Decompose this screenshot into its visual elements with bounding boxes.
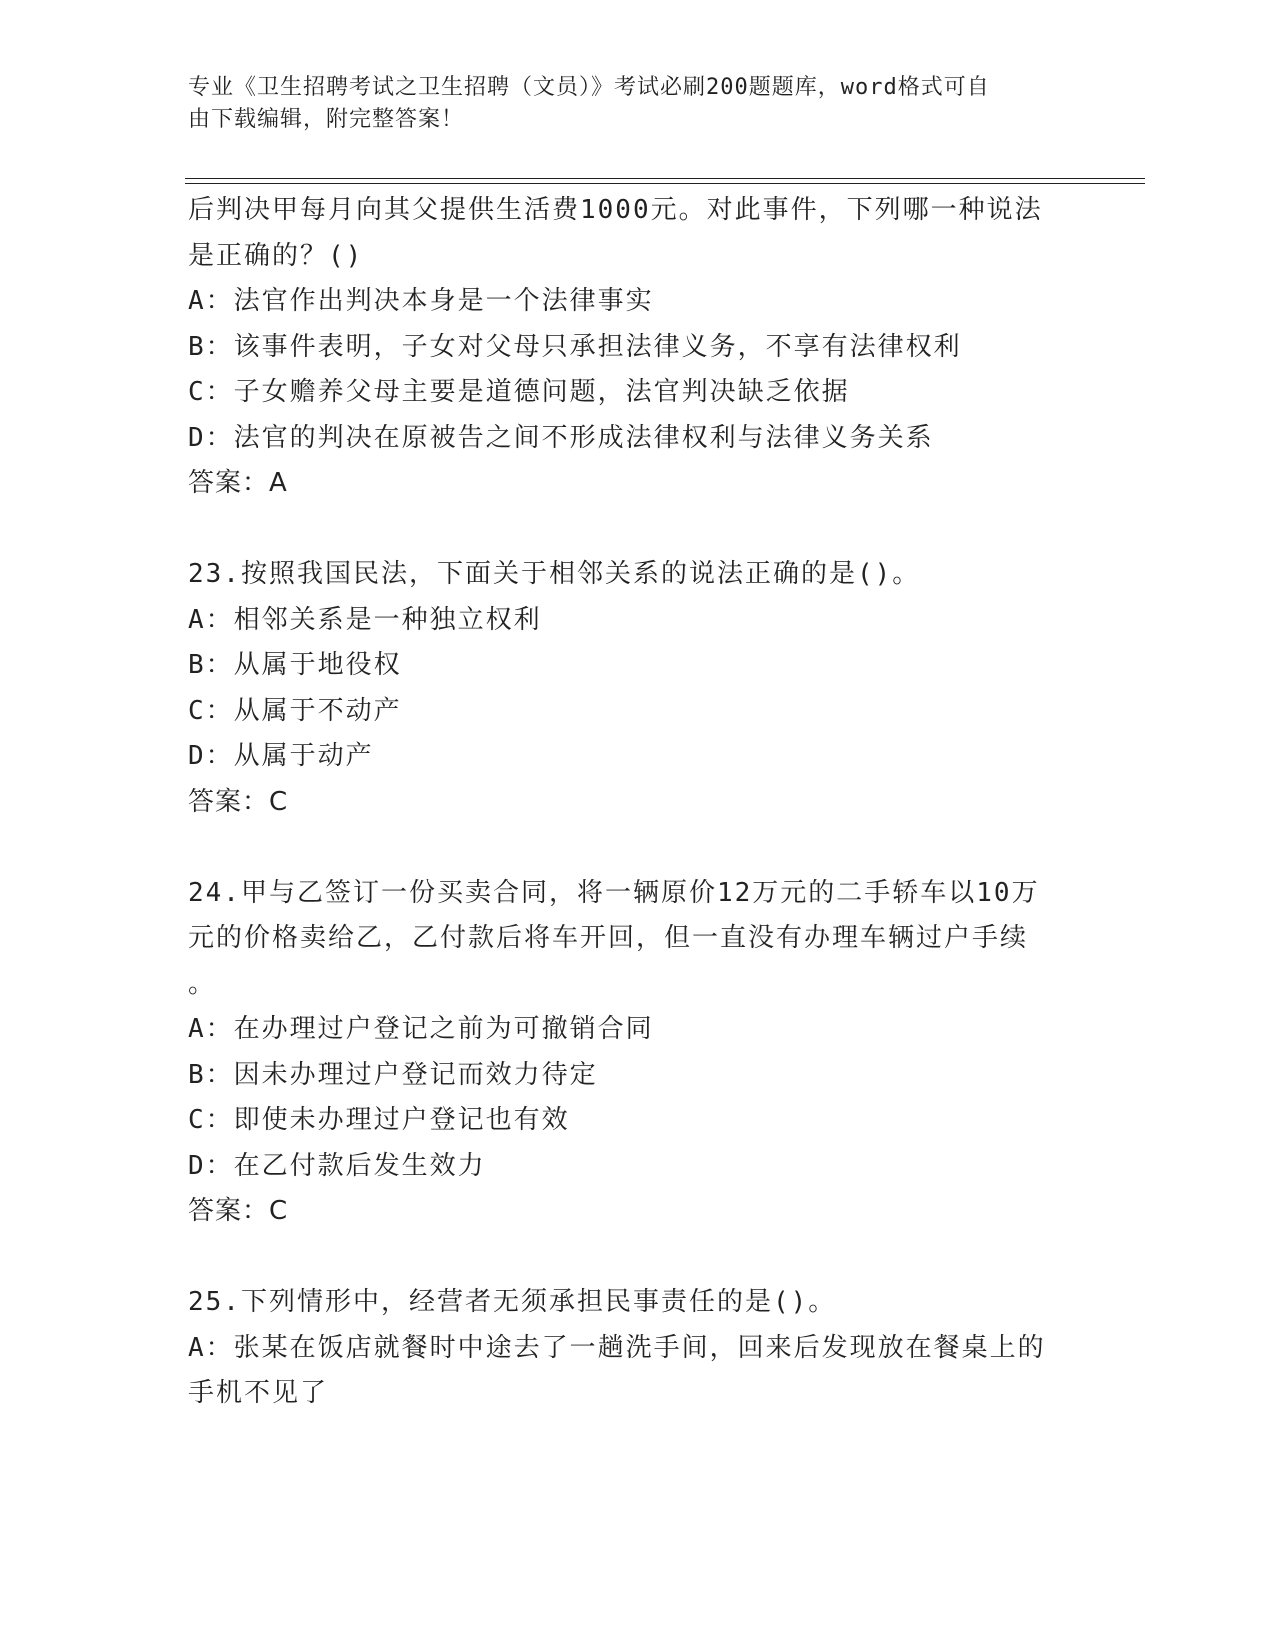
question-stem-line: 24.甲与乙签订一份买卖合同，将一辆原价12万元的二手轿车以10万: [188, 877, 1040, 908]
question-stem-line: 后判决甲每月向其父提供生活费1000元。对此事件，下列哪一种说法: [188, 195, 1043, 225]
header-line-1: 专业《卫生招聘考试之卫生招聘（文员）》考试必刷200题题库，word格式可自: [188, 75, 990, 100]
question-23: [188, 552, 1088, 825]
spacer: [188, 507, 1088, 553]
spacer: [188, 825, 1088, 871]
option-b: B：该事件表明，子女对父母只承担法律义务，不享有法律权利: [188, 331, 962, 362]
option-c: C：子女赡养父母主要是道德问题，法官判决缺乏依据: [188, 377, 850, 407]
option-d: D：从属于动产: [188, 741, 374, 771]
header-divider-top: [185, 178, 1145, 179]
header-line-2: 由下载编辑，附完整答案！: [188, 107, 465, 132]
answer-line: 答案：C: [188, 1196, 289, 1226]
option-a-continued: 手机不见了: [188, 1378, 329, 1408]
option-a: A：在办理过户登记之前为可撤销合同: [188, 1014, 654, 1044]
question-stem-line: 23.按照我国民法，下面关于相邻关系的说法正确的是()。: [188, 559, 921, 589]
option-a: A：法官作出判决本身是一个法律事实: [188, 286, 654, 316]
option-a: A：相邻关系是一种独立权利: [188, 604, 542, 635]
answer-line: 答案：C: [188, 786, 289, 817]
question-stem-line: 。: [188, 968, 217, 999]
option-c: C：从属于不动产: [188, 695, 402, 726]
question-stem-line: 是正确的？(): [188, 240, 364, 271]
spacer: [188, 1235, 1088, 1281]
option-a: A：张某在饭店就餐时中途去了一趟洗手间，回来后发现放在餐桌上的: [188, 1332, 1046, 1363]
answer-line: 答案：A: [188, 468, 288, 498]
question-24: [188, 871, 1088, 1235]
option-b: B：从属于地役权: [188, 650, 402, 680]
question-22-continued: [188, 188, 1088, 507]
question-content: [188, 188, 1088, 1417]
option-c: C：即使未办理过户登记也有效: [188, 1105, 570, 1135]
option-d: D：在乙付款后发生效力: [188, 1150, 486, 1181]
option-d: D：法官的判决在原被告之间不形成法律权利与法律义务关系: [188, 422, 934, 453]
option-b: B：因未办理过户登记而效力待定: [188, 1059, 598, 1090]
document-header: [188, 72, 1068, 136]
question-stem-line: 25.下列情形中，经营者无须承担民事责任的是()。: [188, 1287, 837, 1317]
question-stem-line: 元的价格卖给乙，乙付款后将车开回，但一直没有办理车辆过户手续: [188, 923, 1029, 953]
question-25: [188, 1280, 1088, 1417]
header-divider-bottom: [185, 183, 1145, 184]
